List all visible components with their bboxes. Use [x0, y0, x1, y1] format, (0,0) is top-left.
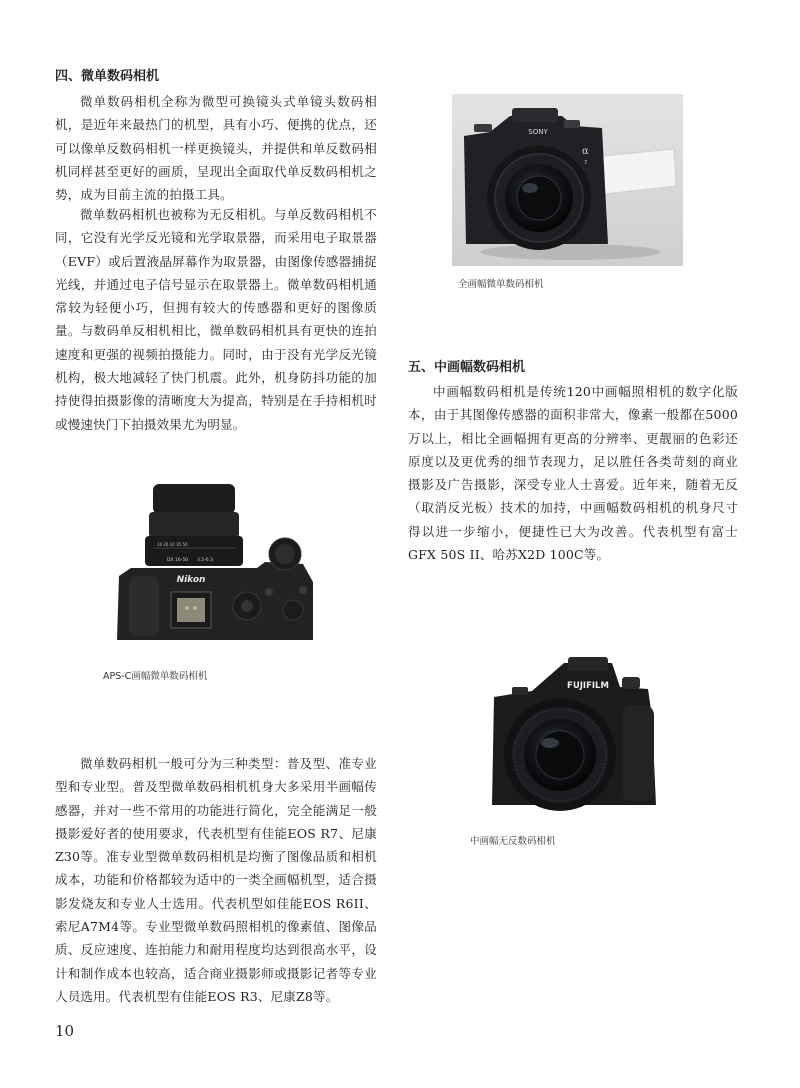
nikon-lens-label: DX 16-50 [167, 558, 189, 563]
section-4-paragraph-1: 微单数码相机全称为微型可换镜头式单镜头数码相机，是近年来最热门的机型，具有小巧、便携的优点，还可以像单反数码相机一样更换镜头，并提供和单反数码相机同样甚至更好的画质，呈现出全面取代单反数码相机之势，成为目前主流的拍摄工具。 [55, 94, 377, 203]
sony-brand-text: SONY [528, 128, 548, 136]
nikon-camera-photo [107, 482, 322, 644]
sony-model-number: 7 [584, 160, 588, 166]
nikon-lens-spec: 3.5-6.3 [197, 558, 213, 563]
sony-model-mark: α [582, 146, 589, 157]
sony-camera-photo [452, 94, 683, 266]
fujifilm-camera-caption: 中画幅无反数码相机 [470, 836, 556, 847]
svg-text:16 20 24 35 50: 16 20 24 35 50 [157, 542, 188, 547]
sony-camera-caption: 全画幅微单数码相机 [458, 279, 544, 290]
section-4-heading: 四、微单数码相机 [55, 69, 160, 84]
fujifilm-camera-photo [472, 657, 660, 817]
fujifilm-brand-text: FUJIFILM [567, 681, 609, 691]
nikon-camera-caption: APS-C画幅微单数码相机 [103, 671, 208, 682]
section-4-paragraph-2: 微单数码相机也被称为无反相机。与单反数码相机不同，它没有光学反光镜和光学取景器，而采用电子取景器（EVF）或后置液晶屏幕作为取景器，由图像传感器捕捉光线，并通过电子信号显示在取景器上。微单数码相机通常较为轻便小巧，但拥有较大的传感器和更好的图像质量。与数码单反相机相比，微单数码相机具有更快的连拍速度和更强的视频拍摄能力。同时，由于没有光学反光镜机构，极大地减轻了快门机震。此外，机身防抖功能的加持使得拍摄影像的清晰度大为提高，特别是在手持相机时或慢速快门下拍摄效果尤为明显。 [55, 207, 377, 432]
section-5-heading: 五、中画幅数码相机 [408, 360, 526, 375]
section-4-paragraph-3: 微单数码相机一般可分为三种类型：普及型、准专业型和专业型。普及型微单数码相机机身大多采用半画幅传感器，并对一些不常用的功能进行简化，完全能满足一般摄影爱好者的使用要求，代表机型有佳能EOS R7、尼康Z30等。准专业型微单数码相机是均衡了图像品质和相机成本，功能和价格都较为适中的一类全画幅机型，适合摄影发烧友和专业人士选用。代表机型如佳能EOS R6II、索尼A7M4等。专业型微单数码照相机的像素值、图像品质、反应速度、连拍能力和耐用程度均达到很高水平，设计和制作成本也较高，适合商业摄影师或摄影记者等专业人员选用。代表机型有佳能EOS R3、尼康Z8等。 [55, 756, 377, 1004]
page-number: 10 [55, 1022, 75, 1040]
section-5-paragraph-1: 中画幅数码相机是传统120中画幅照相机的数字化版本，由于其图像传感器的面积非常大，像素一般都在5000万以上，相比全画幅拥有更高的分辨率、更靓丽的色彩还原度以及更优秀的细节表现力，足以胜任各类苛刻的商业摄影及广告摄影，深受专业人士喜爱。近年来，随着无反（取消反光板）技术的加持，中画幅数码相机的机身尺寸得以进一步缩小，便捷性已大为改善。代表机型有富士GFX 50S II、哈苏X2D 100C等。 [408, 384, 738, 563]
nikon-brand-text: Nikon [176, 575, 206, 585]
